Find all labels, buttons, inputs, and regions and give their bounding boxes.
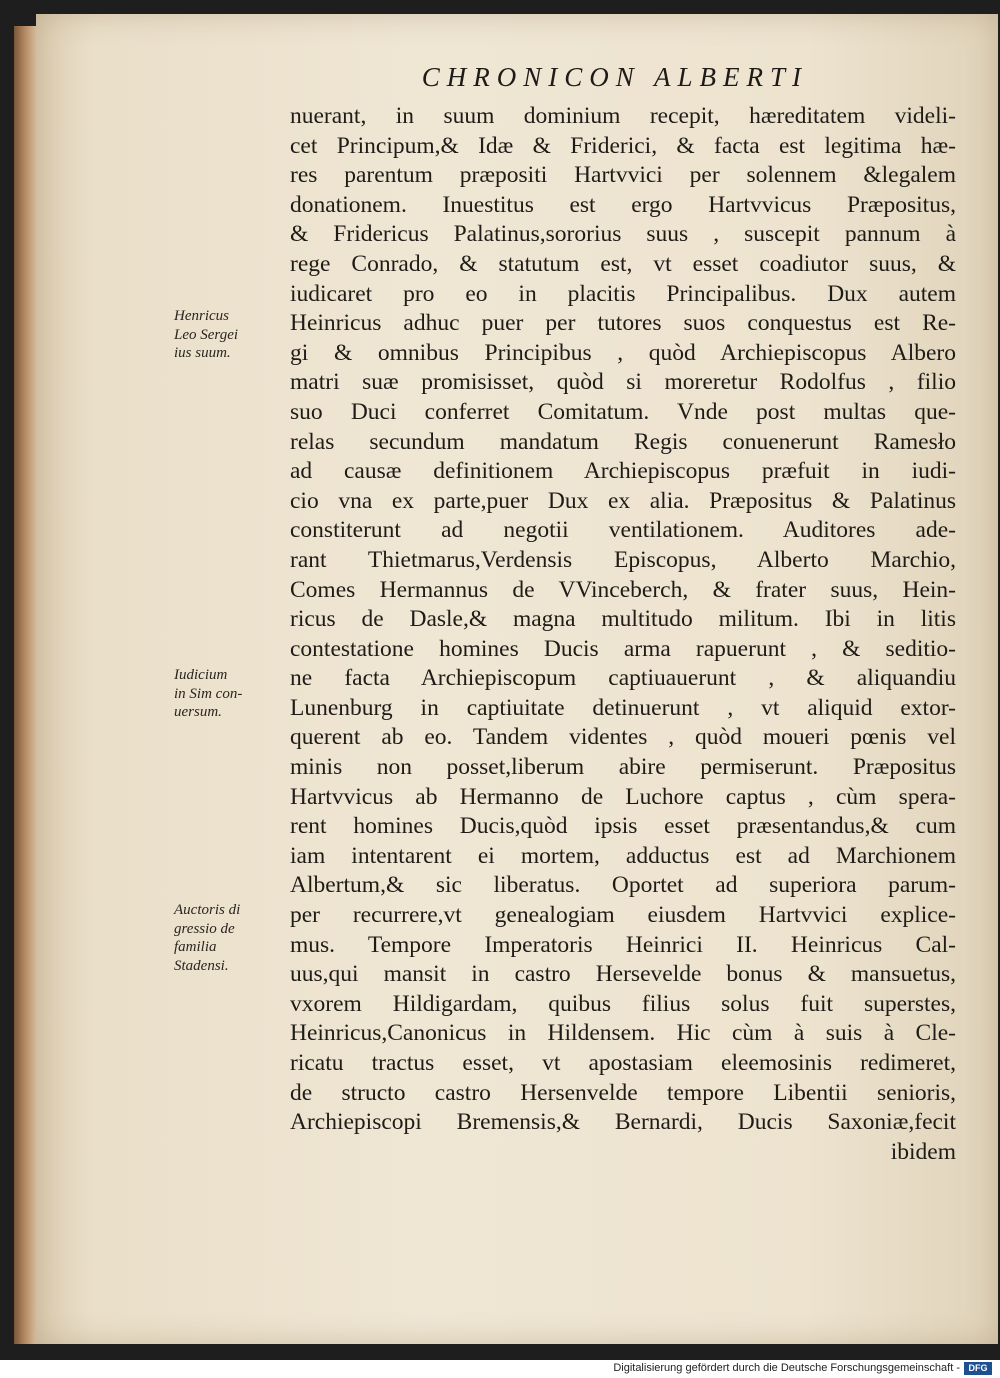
text-line: relas secundum mandatum Regis conuenerunt Ramesło bbox=[290, 428, 956, 455]
marginal-note-3 bbox=[174, 901, 284, 975]
marginal-note-line: Stadensi. bbox=[174, 957, 229, 974]
text-line: suo Duci conferret Comitatum. Vnde post multas que- bbox=[290, 398, 956, 425]
text-line: cet Principum,& Idæ & Friderici, & facta est legitima hæ- bbox=[290, 132, 956, 159]
dfg-logo-icon: DFG bbox=[964, 1362, 992, 1375]
text-line: matri suæ promisisset, quòd si moreretur Rodolfus , filio bbox=[290, 369, 956, 396]
body-text bbox=[290, 102, 956, 1167]
marginal-note-line: familia bbox=[174, 939, 217, 955]
marginal-note-line: in Sim con- bbox=[174, 685, 243, 702]
text-line: Archiepiscopi Bremensis,& Bernardi, Ducis Saxoniæ,fecit bbox=[290, 1109, 956, 1136]
text-line: ad causæ definitionem Archiepiscopus præfuit in iudi- bbox=[290, 458, 956, 485]
marginal-note-2 bbox=[174, 666, 284, 722]
text-line: querent ab eo. Tandem videntes , quòd moueri pœnis vel bbox=[290, 724, 956, 751]
marginal-note-line: uersum. bbox=[174, 704, 222, 720]
text-line: Heinricus,Canonicus in Hildensem. Hic cùm à suis à Cle- bbox=[290, 1020, 956, 1047]
text-line: Comes Hermannus de VVinceberch, & frater suus, Hein- bbox=[290, 576, 956, 603]
text-line: & Fridericus Palatinus,sororius suus , suscepit pannum à bbox=[290, 221, 956, 248]
catchword: ibidem bbox=[890, 1138, 956, 1165]
text-line: constiterunt ad negotii ventilationem. Auditores ade- bbox=[290, 517, 956, 544]
text-line: uus,qui mansit in castro Hersevelde bonus & mansuetus, bbox=[290, 961, 956, 988]
book-page bbox=[36, 14, 998, 1344]
marginal-note-line: Leo Sergei bbox=[174, 326, 239, 343]
text-line: nuerant, in suum dominium recepit, hæreditatem videli- bbox=[290, 103, 956, 129]
text-line: donationem. Inuestitus est ergo Hartvvicus Præpositus, bbox=[290, 191, 956, 218]
marginal-note-line: Auctoris di bbox=[174, 902, 241, 918]
text-line: ricatu tractus esset, vt apostasiam eleemosinis redimeret, bbox=[290, 1050, 956, 1076]
text-line: Albertum,& sic liberatus. Oportet ad superiora parum- bbox=[290, 872, 956, 899]
marginal-note-line: ius suum. bbox=[174, 345, 231, 361]
text-line: rant Thietmarus,Verdensis Episcopus, Alberto Marchio, bbox=[290, 546, 956, 573]
text-line: contestatione homines Ducis arma rapuerunt , & seditio- bbox=[290, 635, 956, 662]
text-line: Lunenburg in captiuitate detinuerunt , vt aliquid extor- bbox=[290, 694, 956, 721]
marginal-note-1 bbox=[174, 307, 284, 363]
marginal-note-line: Iudicium bbox=[174, 667, 228, 683]
text-line: gi & omnibus Principibus , quòd Archiepiscopus Albero bbox=[290, 339, 956, 366]
marginal-note-line: gressio de bbox=[174, 920, 235, 937]
text-line: rege Conrado, & statutum est, vt esset coadiutor suus, & bbox=[290, 250, 956, 277]
funding-credit: Digitalisierung gefördert durch die Deutsche Forschungsgemeinschaft - bbox=[613, 1362, 960, 1374]
text-line: minis non posset,liberum abire permiserunt. Præpositus bbox=[290, 754, 956, 781]
running-head: CHRONICON ALBERTI bbox=[421, 62, 808, 92]
text-line: res parentum præpositi Hartvvici per solennem &legalem bbox=[290, 162, 956, 189]
text-line: iudicaret pro eo in placitis Principalibus. Dux autem bbox=[290, 280, 956, 307]
text-line: Heinricus adhuc puer per tutores suos conquestus est Re- bbox=[290, 310, 956, 337]
text-line: vxorem Hildigardam, quibus filius solus fuit superstes, bbox=[290, 990, 956, 1017]
text-line: ne facta Archiepiscopum captiuauerunt , & aliquandiu bbox=[290, 665, 956, 692]
marginal-note-line: Henricus bbox=[174, 308, 229, 324]
text-line: ricus de Dasle,& magna multitudo militum. Ibi in litis bbox=[290, 606, 956, 633]
text-line: per recurrere,vt genealogiam eiusdem Hartvvici explice- bbox=[290, 902, 956, 929]
text-line: rent homines Ducis,quòd ipsis esset præsentandus,& cum bbox=[290, 813, 956, 840]
text-line: cio vna ex parte,puer Dux ex alia. Præpositus & Palatinus bbox=[290, 487, 956, 514]
text-line: iam intentarent ei mortem, adductus est ad Marchionem bbox=[290, 842, 956, 869]
text-line: Hartvvicus ab Hermanno de Luchore captus , cùm spera- bbox=[290, 783, 956, 810]
text-line: mus. Tempore Imperatoris Heinrici II. Heinricus Cal- bbox=[290, 931, 956, 958]
footer-bar bbox=[0, 1360, 1000, 1378]
page-left-edge bbox=[14, 26, 38, 1344]
text-line: de structo castro Hersenvelde tempore Libentii senioris, bbox=[290, 1079, 956, 1106]
